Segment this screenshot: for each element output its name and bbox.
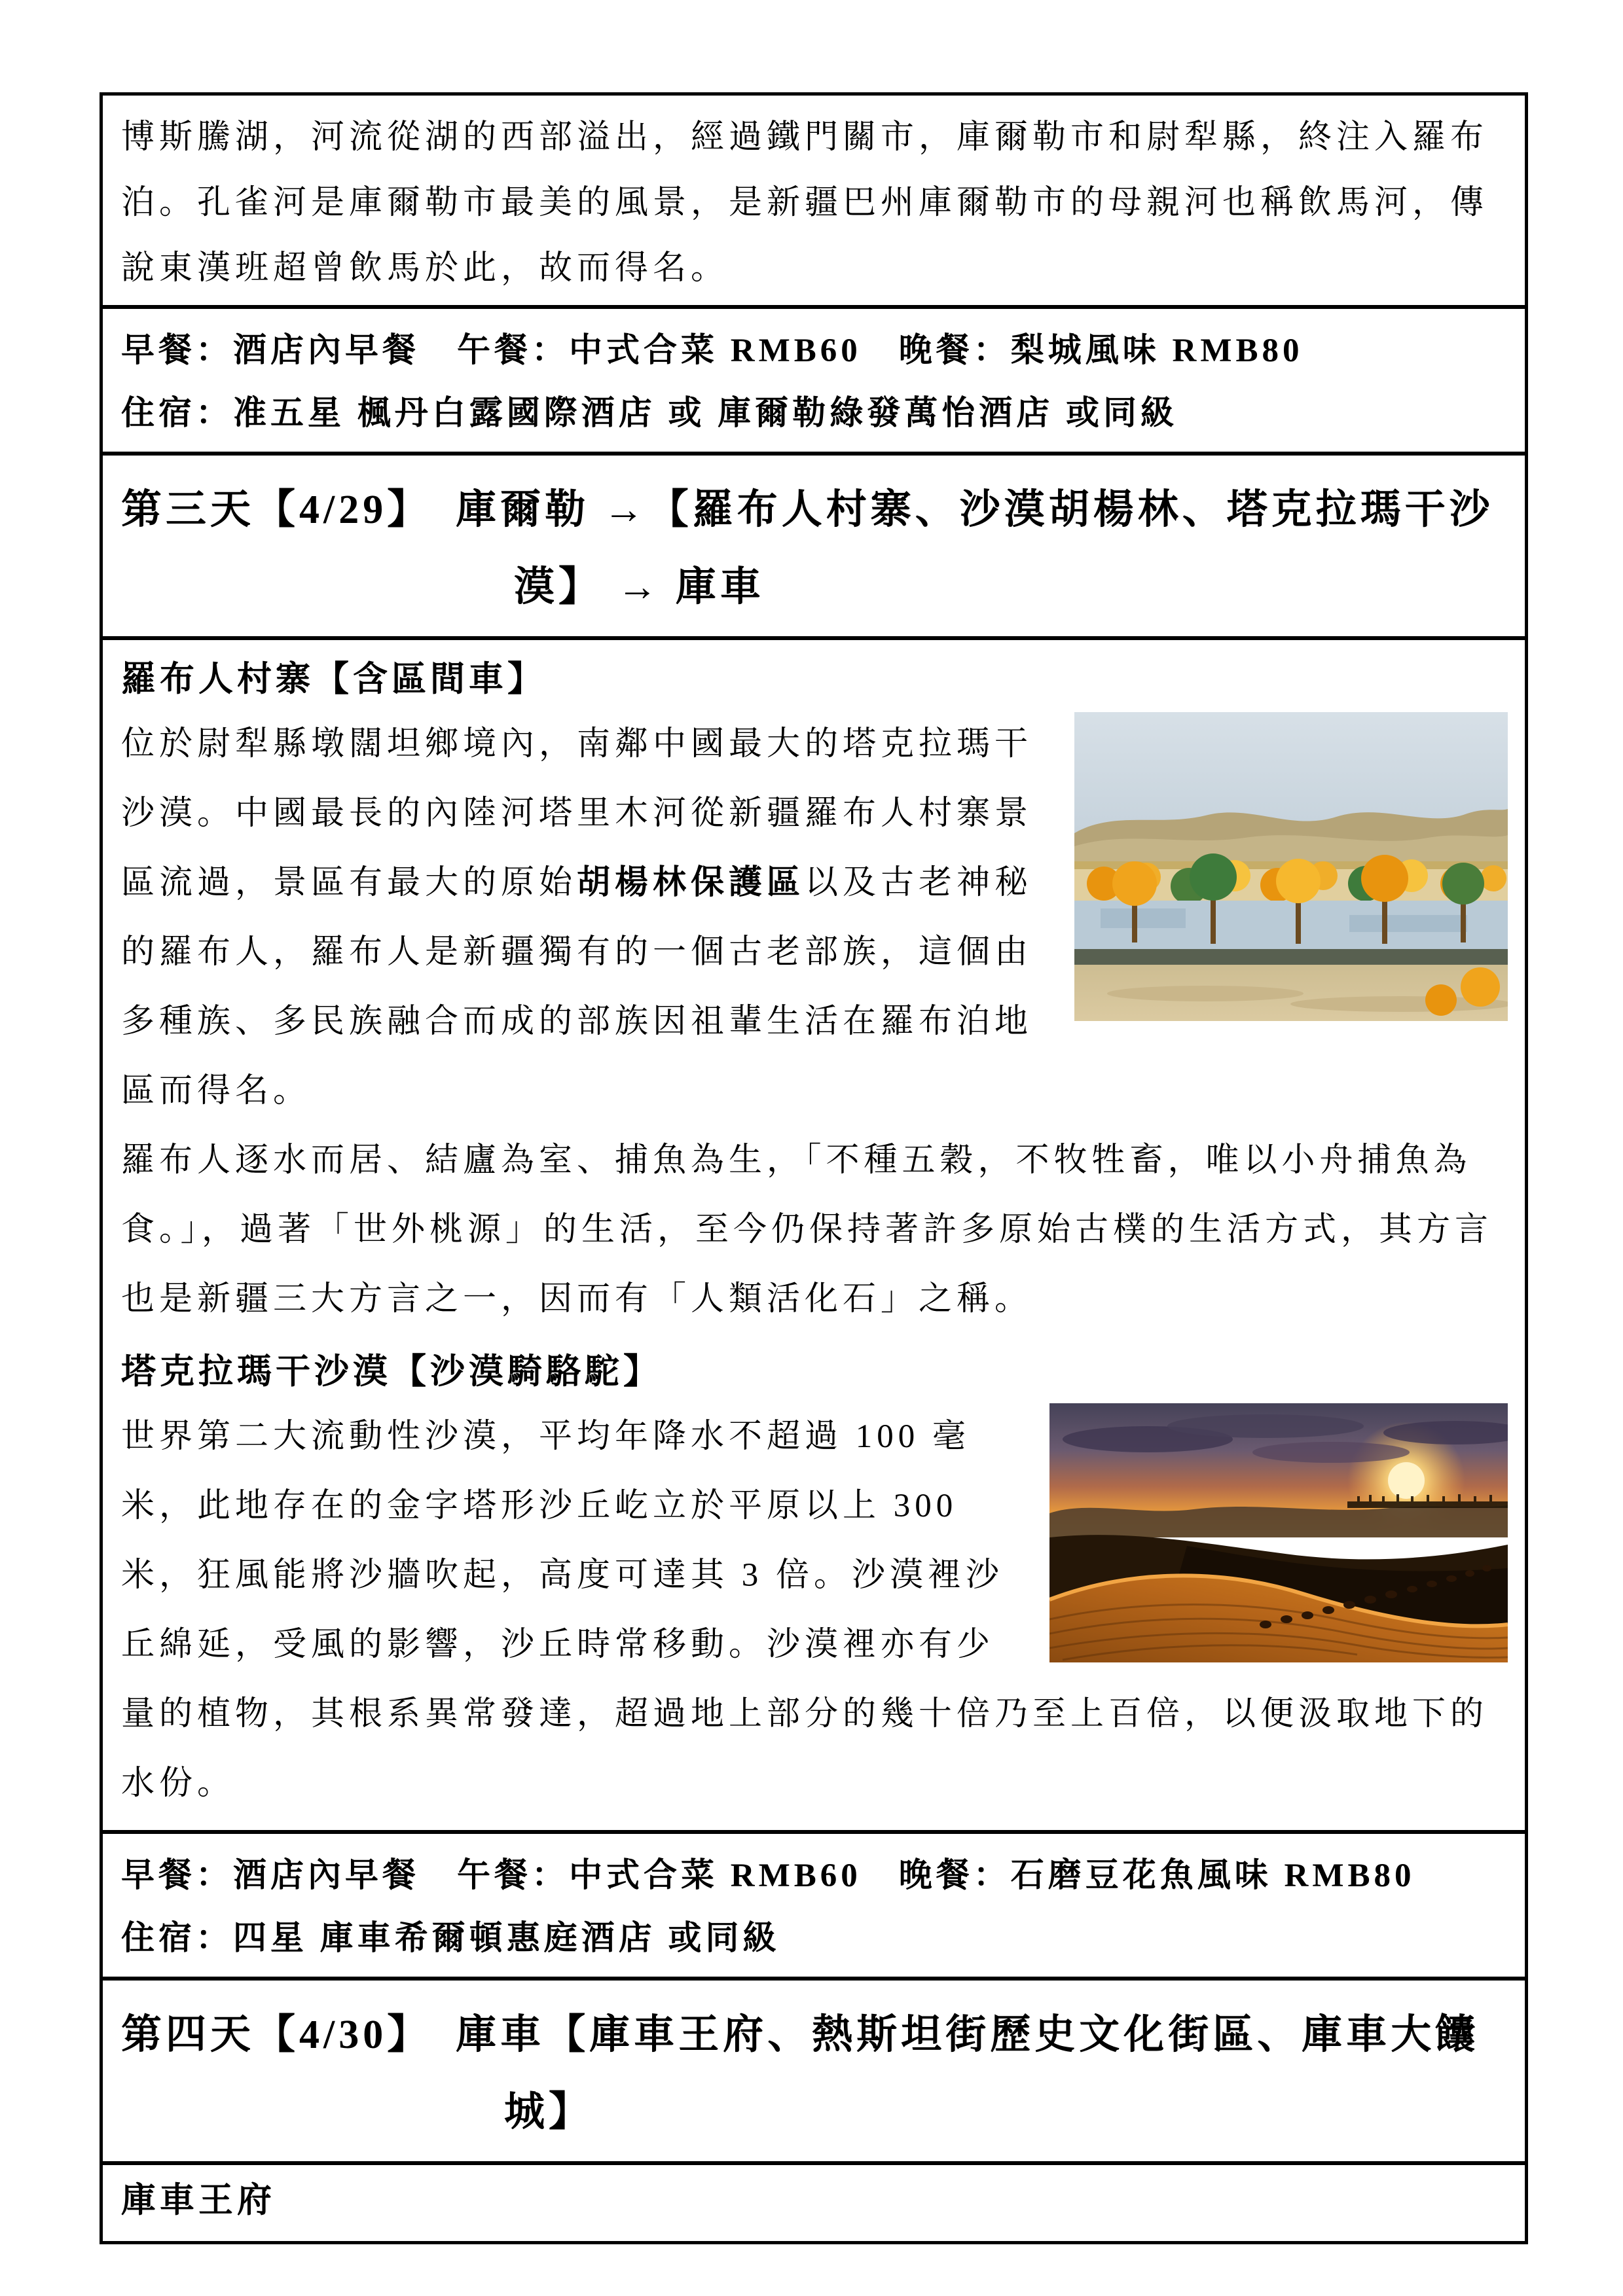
day2-meals-row	[103, 305, 1525, 452]
intro-paragraph: 博斯騰湖，河流從湖的西部溢出，經過鐵門關市，庫爾勒市和尉犁縣，終注入羅布泊。孔雀河是庫爾勒市最美的風景，是新疆巴州庫爾勒市的母親河也稱飲馬河，傳說東漢班超曾飲馬於此，故而得名。	[121, 119, 1489, 287]
taklamakan-paragraph	[121, 1402, 1508, 1818]
day2-hotel-line: 住宿：准五星 楓丹白露國際酒店 或 庫爾勒綠發萬怡酒店 或同級	[121, 395, 1178, 432]
lobu-village-paragraph	[121, 709, 1508, 1126]
desert-sunset-illustration	[1049, 1403, 1508, 1662]
day4-header-line2: 城】	[504, 2090, 594, 2134]
populus-forest-lake-illustration	[1074, 712, 1508, 1021]
day3-content-row	[103, 636, 1525, 1830]
day3-meals-line: 早餐：酒店內早餐 午餐：中式合菜 RMB60 晚餐：石磨豆花魚風味 RMB80	[121, 1857, 1415, 1894]
itinerary-table	[100, 92, 1528, 2244]
day3-header-line2: 漠】 → 庫車	[514, 565, 765, 609]
lobu-paragraph-text-pre: 位於尉犁縣墩闊坦鄉境內，南鄰中國最大的塔克拉瑪干沙漠。中國最長的內陸河塔里木河從新疆羅布人村寨景區流過，景區有最大的原始	[121, 726, 1033, 901]
day4-header-row	[103, 1977, 1525, 2161]
taklamakan-sunset-photo	[1049, 1403, 1508, 1662]
day4-content-row	[103, 2161, 1525, 2241]
lobu-people-paragraph: 羅布人逐水而居、結廬為室、捕魚為生，「不種五穀，不牧牲畜，唯以小舟捕魚為食。」，過著「世外桃源」的生活，至今仍保持著許多原始古樸的生活方式，其方言也是新疆三大方言之一，因而有「人類活化石」之稱。	[121, 1142, 1493, 1318]
lobu-paragraph-text-post: 以及古老神秘的羅布人，羅布人是新疆獨有的一個古老部族，這個由多種族、多民族融合而成的部族因祖輩生活在羅布泊地區而得名。	[121, 865, 1033, 1109]
day4-header-line1: 第四天【4/30】 庫車【庫車王府、熱斯坦街歷史文化街區、庫車大饢	[121, 2013, 1480, 2057]
day3-header-row	[103, 452, 1525, 636]
section-heading-kuche-palace: 庫車王府	[121, 2181, 276, 2219]
populus-forest-lake-photo	[1074, 712, 1508, 1021]
day2-meals-line: 早餐：酒店內早餐 午餐：中式合菜 RMB60 晚餐：梨城風味 RMB80	[121, 332, 1304, 369]
day3-header-line1: 第三天【4/29】 庫爾勒 →【羅布人村寨、沙漠胡楊林、塔克拉瑪干沙	[121, 488, 1494, 532]
section-heading-lobu-village: 羅布人村寨【含區間車】	[121, 660, 546, 698]
day3-hotel-line: 住宿：四星 庫車希爾頓惠庭酒店 或同級	[121, 1920, 780, 1957]
lobu-paragraph-text-bold: 胡楊林保護區	[577, 865, 805, 901]
section-heading-taklamakan: 塔克拉瑪干沙漠【沙漠騎駱駝】	[121, 1353, 662, 1391]
intro-paragraph-row	[103, 96, 1525, 305]
taklamakan-paragraph-text: 世界第二大流動性沙漠，平均年降水不超過 100 毫米，此地存在的金字塔形沙丘屹立於平原以上 300 米，狂風能將沙牆吹起，高度可達其 3 倍。沙漠裡沙丘綿延，受風的影響，沙丘時常移動。沙漠裡亦有少量的植物，其根系異常發達，超過地上部分的幾十倍乃至上百倍，以便汲取地下的水份。	[121, 1418, 1489, 1802]
day3-meals-row	[103, 1830, 1525, 1977]
